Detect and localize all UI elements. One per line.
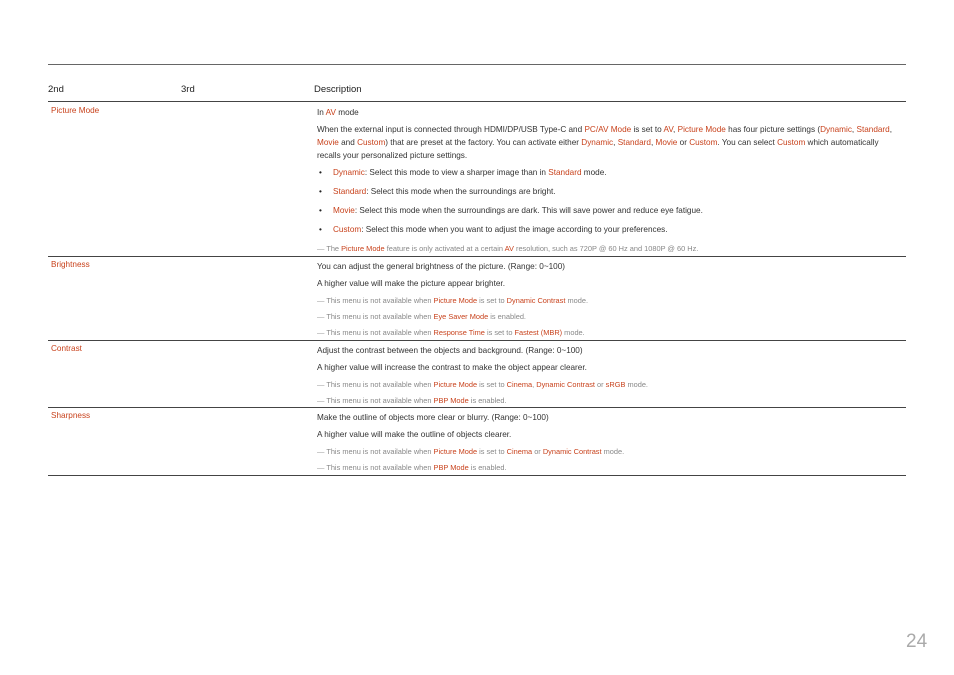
highlighted-term: Movie — [333, 206, 355, 215]
bullet-dynamic-text: Dynamic: Select this mode to view a sharper image than in Standard mode. — [333, 168, 607, 177]
highlighted-term: Custom — [777, 138, 806, 147]
highlighted-term: Movie — [655, 138, 678, 147]
sharpness-line2: A higher value will make the outline of objects clearer. — [317, 430, 512, 439]
highlighted-term: Picture Mode — [341, 244, 385, 253]
bullet-dot-icon: • — [319, 168, 322, 177]
highlighted-term: Custom — [689, 138, 718, 147]
contrast-note-2-text: This menu is not available when PBP Mode is enabled. — [326, 396, 507, 405]
bullet-standard-text: Standard: Select this mode when the surroundings are bright. — [333, 187, 556, 196]
highlighted-term: PBP Mode — [433, 463, 469, 472]
header-description: Description — [314, 84, 362, 95]
highlighted-term: Dynamic Contrast — [536, 380, 595, 389]
header-3rd: 3rd — [181, 84, 195, 95]
row-sharpness — [48, 407, 906, 476]
note-mark-icon: ― — [317, 296, 325, 305]
sharpness-line1: Make the outline of objects more clear or blurry. (Range: 0~100) — [317, 413, 549, 422]
highlighted-term: Cinema — [506, 447, 533, 456]
picture-mode-note-text: The Picture Mode feature is only activated at a certain AV resolution, such as 720P @ 60 Hz and 1080P @ 60 Hz. — [326, 244, 699, 253]
sharpness-note-1 — [317, 445, 902, 458]
highlighted-term: Picture Mode — [433, 380, 478, 389]
highlighted-term: sRGB — [605, 380, 626, 389]
menu-item-contrast: Contrast — [51, 344, 82, 353]
note-mark-icon: ― — [317, 396, 325, 405]
highlighted-term: Custom — [333, 225, 362, 234]
brightness-note-2-text: This menu is not available when Eye Saver Mode is enabled. — [326, 312, 526, 321]
bullet-movie — [317, 204, 902, 217]
highlighted-term: AV — [504, 244, 514, 253]
page-number: 24 — [906, 631, 928, 652]
brightness-note-3-text: This menu is not available when Response Time is set to Fastest (MBR) mode. — [326, 328, 585, 337]
bullet-dot-icon: • — [319, 225, 322, 234]
highlighted-term: Dynamic — [820, 125, 852, 134]
highlighted-term: Cinema — [506, 380, 533, 389]
note-mark-icon: ― — [317, 328, 325, 337]
menu-item-sharpness: Sharpness — [51, 411, 91, 420]
highlighted-term: Dynamic Contrast — [506, 296, 566, 305]
highlighted-term: Standard — [548, 168, 582, 177]
brightness-note-3 — [317, 326, 902, 339]
highlighted-term: Picture Mode — [433, 296, 478, 305]
highlighted-term: Dynamic — [581, 138, 614, 147]
highlighted-term: Standard — [856, 125, 890, 134]
brightness-note-1 — [317, 294, 902, 307]
note-mark-icon: ― — [317, 463, 325, 472]
sharpness-note-2-text: This menu is not available when PBP Mode is enabled. — [326, 463, 507, 472]
brightness-line2: A higher value will make the picture appear brighter. — [317, 279, 505, 288]
highlighted-term: PC/AV Mode — [584, 125, 632, 134]
brightness-note-1-text: This menu is not available when Picture Mode is set to Dynamic Contrast mode. — [326, 296, 589, 305]
picture-mode-intro: In AV mode — [317, 108, 359, 117]
highlighted-term: AV — [325, 108, 336, 117]
header-2nd: 2nd — [48, 84, 64, 95]
brightness-description — [317, 260, 902, 342]
note-mark-icon: ― — [317, 312, 325, 321]
bullet-custom-text: Custom: Select this mode when you want to adjust the image according to your preferences. — [333, 225, 668, 234]
highlighted-term: Fastest (MBR) — [514, 328, 563, 337]
bullet-dynamic — [317, 166, 902, 179]
picture-mode-bullets — [317, 166, 902, 236]
highlighted-term: Picture Mode — [433, 447, 478, 456]
highlighted-term: Eye Saver Mode — [433, 312, 489, 321]
highlighted-term: Response Time — [433, 328, 485, 337]
picture-mode-paragraph: When the external input is connected through HDMI/DP/USB Type-C and PC/AV Mode is set to AV, Picture Mode has four picture settings (Dynamic, Standard, Movie and Custom) that are preset at the factory. You can activate either Dynamic, Standard, Movie or Custom. You can select Custom which automatically recalls your personalized picture settings. — [317, 125, 892, 160]
highlighted-term: Standard — [617, 138, 651, 147]
sharpness-note-1-text: This menu is not available when Picture Mode is set to Cinema or Dynamic Contrast mode. — [326, 447, 625, 456]
table-header — [48, 84, 906, 102]
bullet-custom — [317, 223, 902, 236]
highlighted-term: PBP Mode — [433, 396, 469, 405]
row-contrast — [48, 340, 906, 408]
bullet-movie-text: Movie: Select this mode when the surroundings are dark. This will save power and reduce eye fatigue. — [333, 206, 703, 215]
picture-mode-description — [317, 106, 902, 258]
sharpness-note-2 — [317, 461, 902, 474]
highlighted-term: AV — [663, 125, 674, 134]
menu-item-brightness: Brightness — [51, 260, 90, 269]
picture-mode-note — [317, 242, 902, 255]
menu-item-picture-mode: Picture Mode — [51, 106, 100, 115]
note-mark-icon: ― — [317, 447, 325, 456]
brightness-note-2 — [317, 310, 902, 323]
highlighted-term: Picture Mode — [677, 125, 726, 134]
bullet-dot-icon: • — [319, 206, 322, 215]
highlighted-term: Dynamic — [333, 168, 365, 177]
highlighted-term: Dynamic Contrast — [542, 447, 602, 456]
note-mark-icon: ― — [317, 380, 325, 389]
bullet-standard — [317, 185, 902, 198]
highlighted-term: Movie — [317, 138, 339, 147]
row-picture-mode — [48, 102, 906, 257]
brightness-line1: You can adjust the general brightness of the picture. (Range: 0~100) — [317, 262, 565, 271]
row-brightness — [48, 256, 906, 341]
note-mark-icon: ― — [317, 244, 325, 253]
contrast-line2: A higher value will increase the contrast to make the object appear clearer. — [317, 363, 587, 372]
highlighted-term: Custom — [357, 138, 386, 147]
bullet-dot-icon: • — [319, 187, 322, 196]
contrast-note-1-text: This menu is not available when Picture Mode is set to Cinema, Dynamic Contrast or sRGB mode. — [326, 380, 648, 389]
top-rule — [48, 64, 906, 65]
sharpness-description — [317, 411, 902, 477]
contrast-note-1 — [317, 378, 902, 391]
contrast-note-2 — [317, 394, 902, 407]
highlighted-term: Standard — [333, 187, 367, 196]
contrast-description — [317, 344, 902, 410]
contrast-line1: Adjust the contrast between the objects and background. (Range: 0~100) — [317, 346, 583, 355]
